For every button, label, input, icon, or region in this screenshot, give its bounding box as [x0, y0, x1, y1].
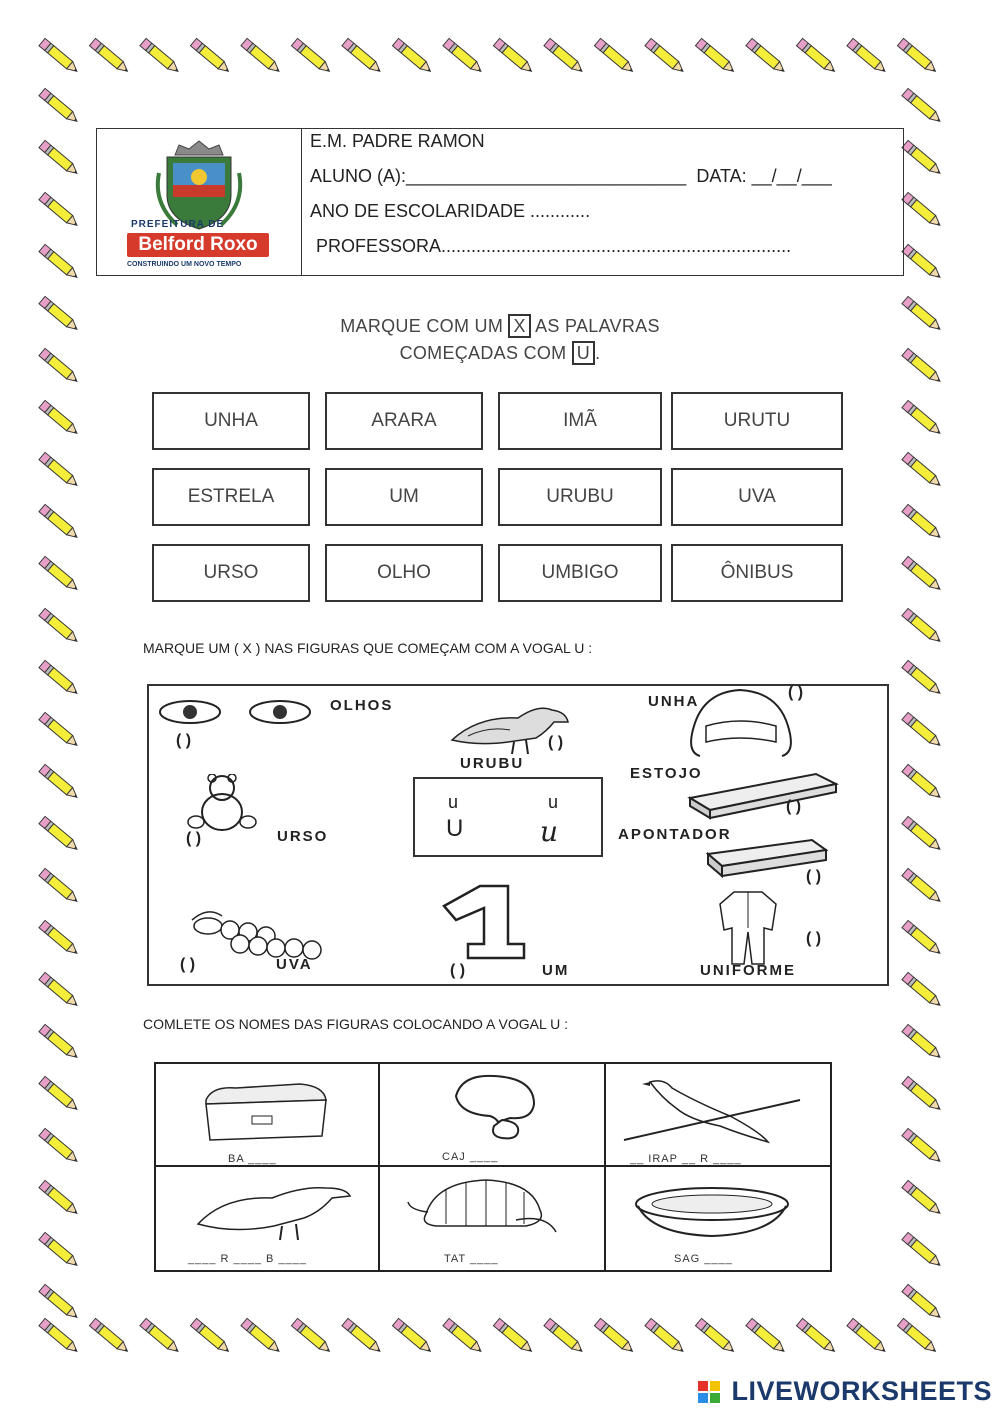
pencil-icon	[544, 38, 585, 75]
armadillo-icon	[406, 1174, 558, 1244]
letter-u-3: U	[446, 815, 464, 842]
pencil-icon	[493, 1318, 534, 1355]
pencil-icon	[39, 1232, 80, 1269]
bird-icon	[620, 1074, 804, 1148]
cell-label-caju[interactable]: CAJ ____	[442, 1151, 499, 1163]
pencil-icon	[241, 1318, 282, 1355]
answer-paren-urso[interactable]: ( )	[186, 830, 202, 847]
cell-label-uirapuru[interactable]: __ IRAP __ R ____	[630, 1153, 742, 1165]
label-unha: UNHA	[648, 693, 700, 710]
pencil-icon	[190, 38, 231, 75]
treasure-chest-icon	[196, 1080, 332, 1142]
pencil-icon	[39, 400, 80, 437]
pencil-icon	[39, 660, 80, 697]
logo-top-text: PREFEITURA DE	[131, 219, 225, 230]
word-box[interactable]: ARARA	[325, 392, 483, 450]
pencil-icon	[241, 38, 282, 75]
pencil-icon	[902, 816, 943, 853]
pencil-icon	[39, 192, 80, 229]
number-one-icon	[436, 882, 530, 962]
pencil-icon	[902, 1232, 943, 1269]
pencil-icon	[902, 452, 943, 489]
answer-paren-estojo[interactable]: ( )	[786, 798, 802, 815]
letter-u-2: u	[548, 792, 559, 812]
pencil-icon	[902, 972, 943, 1009]
pencil-icon	[902, 1128, 943, 1165]
label-um: UM	[542, 962, 570, 979]
pencil-icon	[39, 920, 80, 957]
pencil-icon	[392, 1318, 433, 1355]
pencil-icon	[902, 244, 943, 281]
pencil-icon	[140, 1318, 181, 1355]
label-urubu: URUBU	[460, 755, 525, 772]
letter-u-4: u	[540, 815, 559, 848]
pencil-icon	[39, 1076, 80, 1113]
pencil-icon	[392, 38, 433, 75]
pencil-icon	[902, 868, 943, 905]
pencil-icon	[39, 816, 80, 853]
u-box: U	[572, 341, 595, 365]
pencil-icon	[594, 1318, 635, 1355]
header-box	[96, 128, 904, 276]
pencil-icon	[39, 764, 80, 801]
year-line[interactable]: ANO DE ESCOLARIDADE ............	[310, 201, 591, 221]
city-logo	[97, 129, 302, 275]
pencil-icon	[695, 1318, 736, 1355]
pencil-icon	[39, 556, 80, 593]
pencil-icon	[89, 1318, 130, 1355]
bowl-icon	[632, 1184, 792, 1238]
liveworksheets-logo-icon	[698, 1381, 720, 1403]
pencil-icon	[544, 1318, 585, 1355]
cell-label-bau[interactable]: BA ____	[228, 1153, 277, 1165]
pencil-icon	[902, 88, 943, 125]
pencil-icon	[902, 920, 943, 957]
fingernail-icon	[680, 686, 804, 764]
pencil-icon	[897, 1318, 938, 1355]
grapes-icon	[178, 904, 326, 960]
pencil-icon	[902, 764, 943, 801]
answer-paren-urubu[interactable]: ( )	[548, 734, 564, 751]
pencil-icon	[291, 38, 332, 75]
cell-label-sagu[interactable]: SAG ____	[674, 1253, 733, 1265]
label-olhos: OLHOS	[330, 697, 394, 714]
pencil-icon	[594, 38, 635, 75]
answer-paren-unha[interactable]: ( )	[788, 684, 804, 701]
pencil-icon	[39, 712, 80, 749]
pencil-icon	[39, 38, 80, 75]
answer-paren-apontador[interactable]: ( )	[806, 868, 822, 885]
pencil-icon	[902, 192, 943, 229]
word-box[interactable]: ÔNIBUS	[671, 544, 843, 602]
teacher-line[interactable]: PROFESSORA......................................................................	[316, 236, 792, 256]
answer-paren-olhos[interactable]: ( )	[176, 732, 192, 749]
pencil-icon	[190, 1318, 231, 1355]
pencil-icon	[695, 38, 736, 75]
word-box[interactable]: UM	[325, 468, 483, 526]
cashew-icon	[446, 1070, 546, 1140]
word-box[interactable]: UMBIGO	[498, 544, 662, 602]
letter-u-1: u	[448, 792, 459, 812]
word-box[interactable]: UVA	[671, 468, 843, 526]
x-box: X	[508, 314, 530, 338]
pencil-icon	[645, 1318, 686, 1355]
pencil-icon	[902, 556, 943, 593]
word-box[interactable]: UNHA	[152, 392, 310, 450]
pencil-icon	[39, 1318, 80, 1355]
pencil-icon	[89, 38, 130, 75]
logo-tagline: CONSTRUINDO UM NOVO TEMPO	[127, 261, 242, 268]
pencil-icon	[39, 88, 80, 125]
pencil-icon	[902, 400, 943, 437]
pencil-icon	[39, 244, 80, 281]
word-box[interactable]: URUTU	[671, 392, 843, 450]
word-box[interactable]: ESTRELA	[152, 468, 310, 526]
pencil-icon	[746, 1318, 787, 1355]
pencil-icon	[39, 1024, 80, 1061]
pencil-icon	[493, 38, 534, 75]
pencil-icon	[39, 1284, 80, 1321]
word-box[interactable]: URSO	[152, 544, 310, 602]
pencil-icon	[39, 1128, 80, 1165]
pencil-icon	[291, 1318, 332, 1355]
pencil-icon	[39, 504, 80, 541]
cell-label-tatu[interactable]: TAT ____	[444, 1253, 499, 1265]
exercise3-instruction: COMLETE OS NOMES DAS FIGURAS COLOCANDO A VOGAL U :	[143, 1016, 569, 1032]
pencil-icon	[902, 1180, 943, 1217]
pencil-icon	[847, 1318, 888, 1355]
pencil-icon	[746, 38, 787, 75]
word-box[interactable]: URUBU	[498, 468, 662, 526]
pencil-icon	[796, 1318, 837, 1355]
letters-box	[413, 777, 603, 857]
label-apontador: APONTADOR	[618, 826, 732, 843]
logo-name: Belford Roxo	[127, 233, 269, 257]
answer-paren-um[interactable]: ( )	[450, 962, 466, 979]
exercise2-instruction: MARQUE UM ( X ) NAS FIGURAS QUE COMEÇAM COM A VOGAL U :	[143, 640, 593, 656]
label-uniforme: UNIFORME	[700, 962, 796, 979]
pencil-case-icon	[686, 770, 840, 820]
pencil-icon	[645, 38, 686, 75]
pencil-icon	[902, 712, 943, 749]
label-estojo: ESTOJO	[630, 765, 703, 782]
word-box[interactable]: IMÃ	[498, 392, 662, 450]
pencil-icon	[796, 38, 837, 75]
pencil-icon	[897, 38, 938, 75]
word-box[interactable]: OLHO	[325, 544, 483, 602]
student-date-line[interactable]: ALUNO (A):____________________________ DATA: __/__/___	[310, 166, 832, 186]
eyes-icon	[158, 696, 318, 730]
school-name: E.M. PADRE RAMON	[310, 131, 485, 151]
pencil-icon	[902, 504, 943, 541]
pencil-icon	[902, 1284, 943, 1321]
pencil-icon	[443, 1318, 484, 1355]
pencil-icon	[342, 1318, 383, 1355]
answer-paren-uva[interactable]: ( )	[180, 956, 196, 973]
pencil-icon	[443, 38, 484, 75]
pencil-icon	[902, 1076, 943, 1113]
pencil-icon	[902, 140, 943, 177]
teddy-bear-icon	[182, 774, 272, 832]
cell-label-urubu[interactable]: ____ R ____ B ____	[188, 1253, 307, 1265]
pencil-icon	[39, 972, 80, 1009]
pencil-icon	[39, 608, 80, 645]
label-urso: URSO	[277, 828, 329, 845]
exercise1-title-line2: COMEÇADAS COM U .	[399, 343, 601, 363]
pencil-icon	[39, 868, 80, 905]
vulture-icon-2	[194, 1176, 356, 1242]
pencil-icon	[902, 1024, 943, 1061]
pencil-icon	[39, 140, 80, 177]
label-uva: UVA	[276, 956, 313, 973]
pencil-icon	[902, 608, 943, 645]
answer-paren-uniforme[interactable]: ( )	[806, 930, 822, 947]
pencil-icon	[39, 1180, 80, 1217]
pencil-icon	[342, 38, 383, 75]
liveworksheets-brand[interactable]: LIVEWORKSHEETS	[731, 1376, 992, 1406]
pencil-icon	[39, 452, 80, 489]
pencil-icon	[140, 38, 181, 75]
pencil-icon	[902, 660, 943, 697]
uniform-icon	[716, 888, 780, 966]
pencil-icon	[847, 38, 888, 75]
exercise1-title-line1: MARQUE COM UM X AS PALAVRAS	[340, 316, 660, 336]
